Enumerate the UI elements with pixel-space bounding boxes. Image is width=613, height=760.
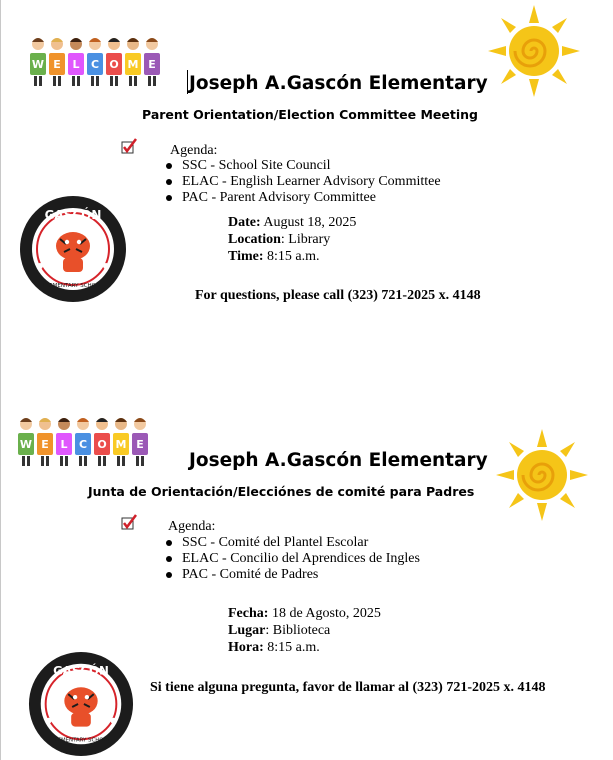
- date-label: Fecha:: [228, 606, 269, 621]
- text-cursor: [187, 70, 188, 94]
- banner-letter: E: [136, 438, 144, 451]
- school-name-title: Joseph A.Gascón Elementary: [189, 450, 488, 471]
- date-label: Date:: [228, 215, 261, 230]
- meeting-details: [228, 214, 356, 265]
- banner-letter: E: [53, 58, 61, 71]
- banner-letter: M: [127, 58, 139, 71]
- time-value: 8:15 a.m.: [263, 640, 320, 655]
- location-label: Lugar: [228, 623, 266, 638]
- meeting-details: [228, 605, 381, 656]
- location-line: [228, 622, 381, 639]
- location-value: : Biblioteca: [265, 623, 331, 638]
- date-value: August 18, 2025: [260, 215, 357, 230]
- page-left-border: [0, 0, 1, 760]
- banner-letter: W: [19, 438, 33, 451]
- sun-image: [488, 5, 580, 97]
- time-value: 8:15 a.m.: [263, 249, 320, 264]
- location-line: [228, 231, 356, 248]
- logo-top-text: GASCÓN: [53, 663, 109, 678]
- agenda-item: ELAC - Concilio del Aprendices de Ingles: [164, 551, 420, 567]
- logo-bottom-text: ELEMENTARY SCHOOL: [51, 737, 111, 744]
- agenda-item: PAC - Parent Advisory Committee: [164, 190, 441, 206]
- time-label: Hora:: [228, 640, 264, 655]
- meeting-title: Junta de Orientación/Elecciónes de comité para Padres: [88, 484, 475, 499]
- banner-letter: L: [60, 438, 68, 451]
- kids-welcome-banner-image: [16, 416, 154, 468]
- time-line: [228, 248, 356, 265]
- sun-image: [496, 429, 588, 521]
- banner-letter: C: [90, 58, 100, 71]
- checkbox-check-icon: [121, 514, 137, 531]
- banner-letter: C: [78, 438, 88, 451]
- gascon-school-logo: [18, 194, 128, 304]
- agenda-label: Agenda:: [168, 519, 216, 534]
- location-value: : Library: [280, 232, 331, 247]
- agenda-item: SSC - Comité del Plantel Escolar: [164, 535, 420, 551]
- date-value: 18 de Agosto, 2025: [268, 606, 381, 621]
- banner-letter: O: [97, 438, 107, 451]
- date-line: [228, 214, 356, 231]
- banner-letter: E: [41, 438, 49, 451]
- checkbox-check-icon: [121, 138, 137, 155]
- questions-contact: Si tiene alguna pregunta, favor de llamar al (323) 721-2025 x. 4148: [150, 680, 546, 695]
- banner-letter: O: [109, 58, 119, 71]
- banner-letter: M: [115, 438, 127, 451]
- agenda-list: [164, 158, 441, 206]
- school-name-title: Joseph A.Gascón Elementary: [189, 73, 488, 94]
- time-line: [228, 639, 381, 656]
- agenda-item: ELAC - English Learner Advisory Committee: [164, 174, 441, 190]
- agenda-label: Agenda:: [170, 143, 218, 158]
- agenda-list: [164, 535, 420, 583]
- banner-letter: W: [31, 58, 45, 71]
- gascon-school-logo: [27, 650, 135, 758]
- location-label: Location: [228, 232, 281, 247]
- banner-letter: L: [72, 58, 80, 71]
- date-line: [228, 605, 381, 622]
- questions-contact: For questions, please call (323) 721-2025 x. 4148: [195, 288, 481, 303]
- logo-top-text: GASCÓN: [44, 208, 102, 222]
- banner-letter: E: [148, 58, 156, 71]
- logo-bottom-text: ELEMENTARY SCHOOL: [42, 283, 104, 289]
- agenda-item: SSC - School Site Council: [164, 158, 441, 174]
- agenda-item: PAC - Comité de Padres: [164, 567, 420, 583]
- time-label: Time:: [228, 249, 264, 264]
- meeting-title: Parent Orientation/Election Committee Meeting: [142, 107, 478, 122]
- kids-welcome-banner-image: [28, 36, 166, 88]
